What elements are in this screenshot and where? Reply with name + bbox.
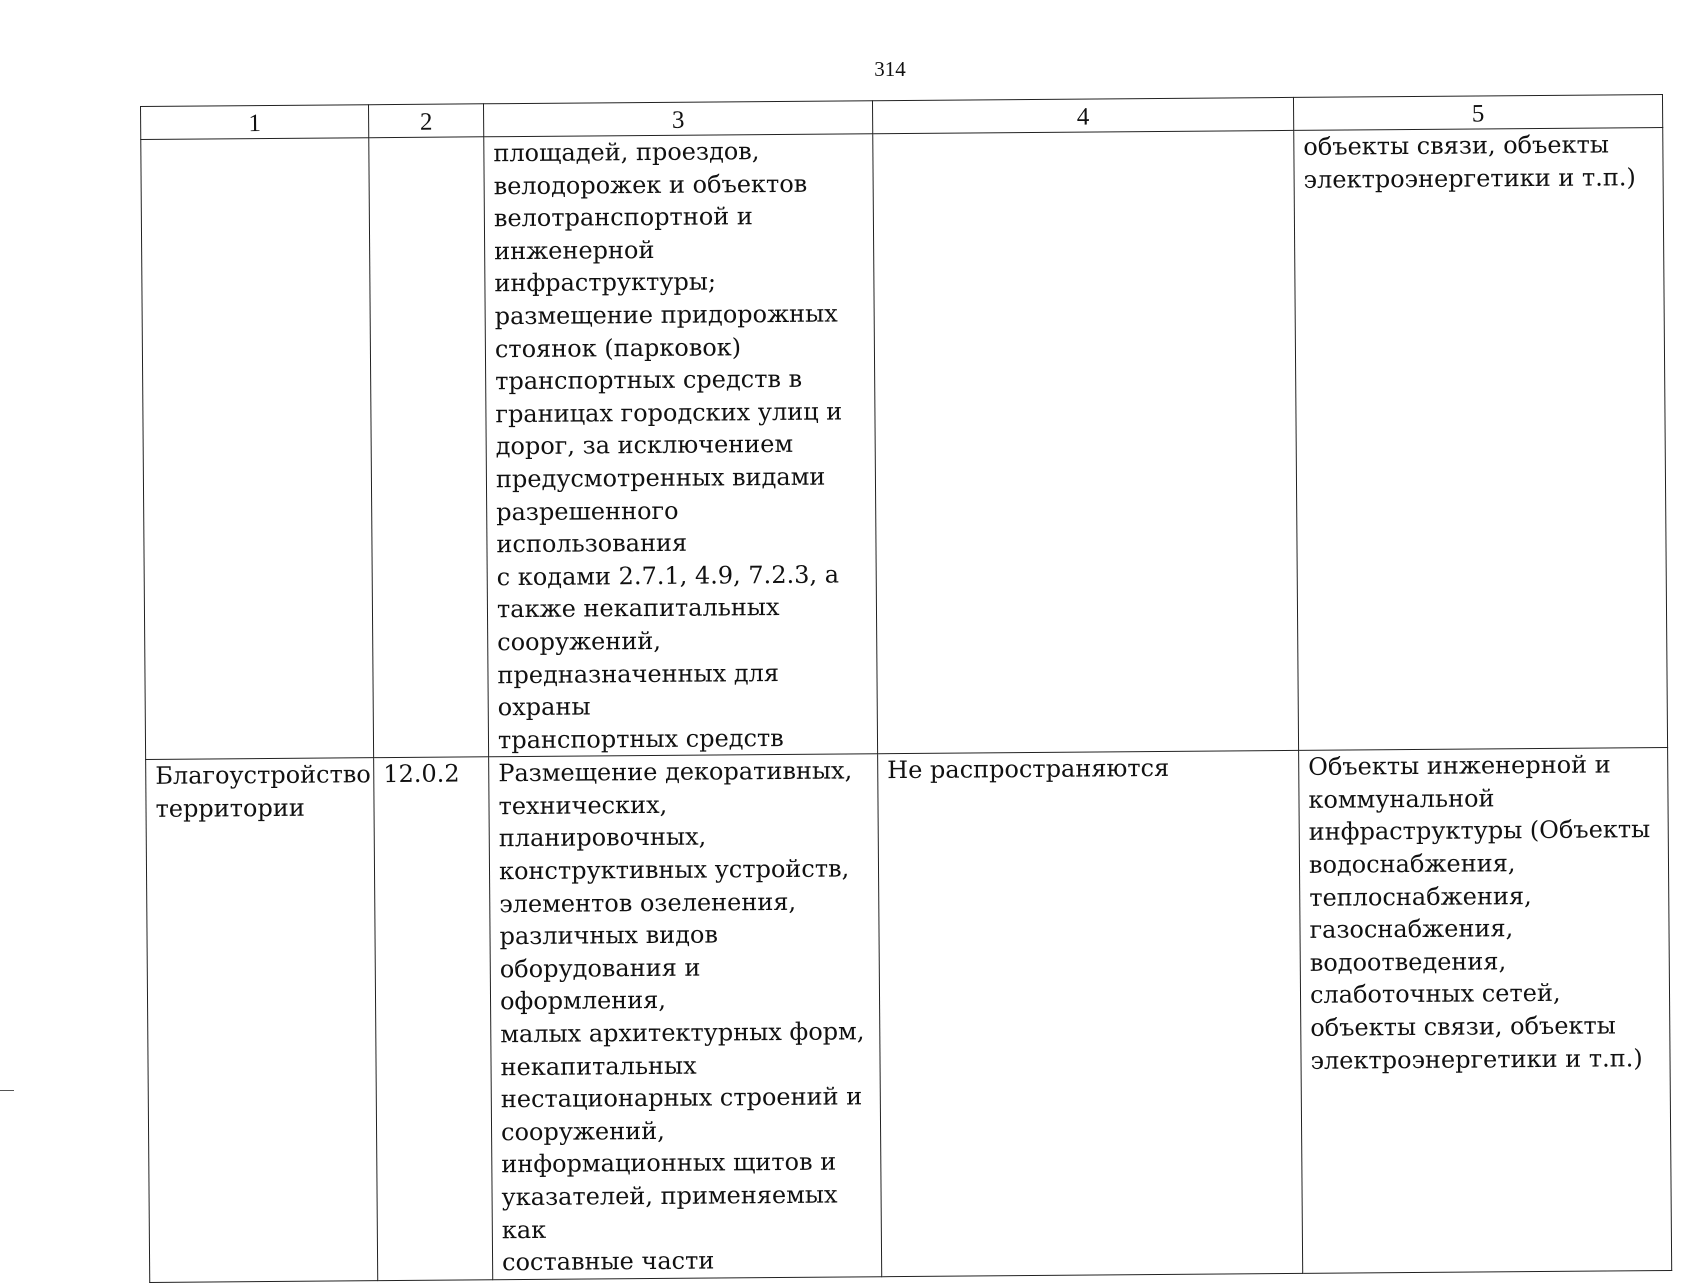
- cell-text: Не распространяются: [887, 754, 1170, 785]
- document-table: [140, 94, 1672, 1283]
- page-number: 314: [874, 57, 906, 81]
- cell-text: Благоустройство территории: [155, 760, 371, 823]
- table-cell: [489, 754, 882, 1280]
- column-header-3: 3: [483, 101, 872, 137]
- table-cell: [369, 137, 489, 758]
- table-row: [141, 128, 1668, 760]
- table-row: [146, 748, 1672, 1282]
- cell-text: Объекты инженерной и коммунальной инфраструктуры (Объекты водоснабжения, теплоснабжения, газоснабжения, водоотведения, слаботочных сетей, объекты связи, объекты электроэнергетики и т.п.): [1308, 750, 1651, 1075]
- column-header-1: 1: [141, 105, 369, 140]
- cell-text: [378, 137, 475, 138]
- column-header-2: 2: [368, 104, 483, 138]
- table-cell: [878, 751, 1303, 1277]
- table-cell: [1299, 748, 1672, 1273]
- margin-mark: [0, 1090, 14, 1091]
- cell-text: объекты связи, объекты электроэнергетики и т.п.): [1303, 130, 1636, 194]
- cell-text: площадей, проездов, велодорожек и объектов велотранспортной и инженерной инфраструктуры; размещение придорожных стоянок (парковок) транспортных средств в границах городских улиц и дорог, за исключением предусмотренных видами разрешенного использования с кодами 2.7.1, 4.9, 7.2.3, а также некапитальных сооружений, предназначенных для охраны транспортных средств: [493, 137, 843, 754]
- table-cell: [873, 130, 1299, 754]
- table-cell: [484, 134, 878, 757]
- table-cell: [374, 757, 493, 1280]
- cell-text: [150, 138, 360, 140]
- table-cell: [141, 138, 374, 760]
- cell-text: 12.0.2: [383, 759, 460, 789]
- table-cell: [146, 758, 378, 1282]
- column-header-5: 5: [1293, 95, 1662, 131]
- column-header-4: 4: [872, 97, 1293, 133]
- table-cell: [1294, 128, 1668, 751]
- cell-text: Размещение декоративных, технических, планировочных, конструктивных устройств, элементов озеленения, различных видов оборудования и оформления, малых архитектурных форм, некапитальных нестационарных строений и сооружений, информационных щитов и указателей, применяемых как составные части: [498, 756, 865, 1277]
